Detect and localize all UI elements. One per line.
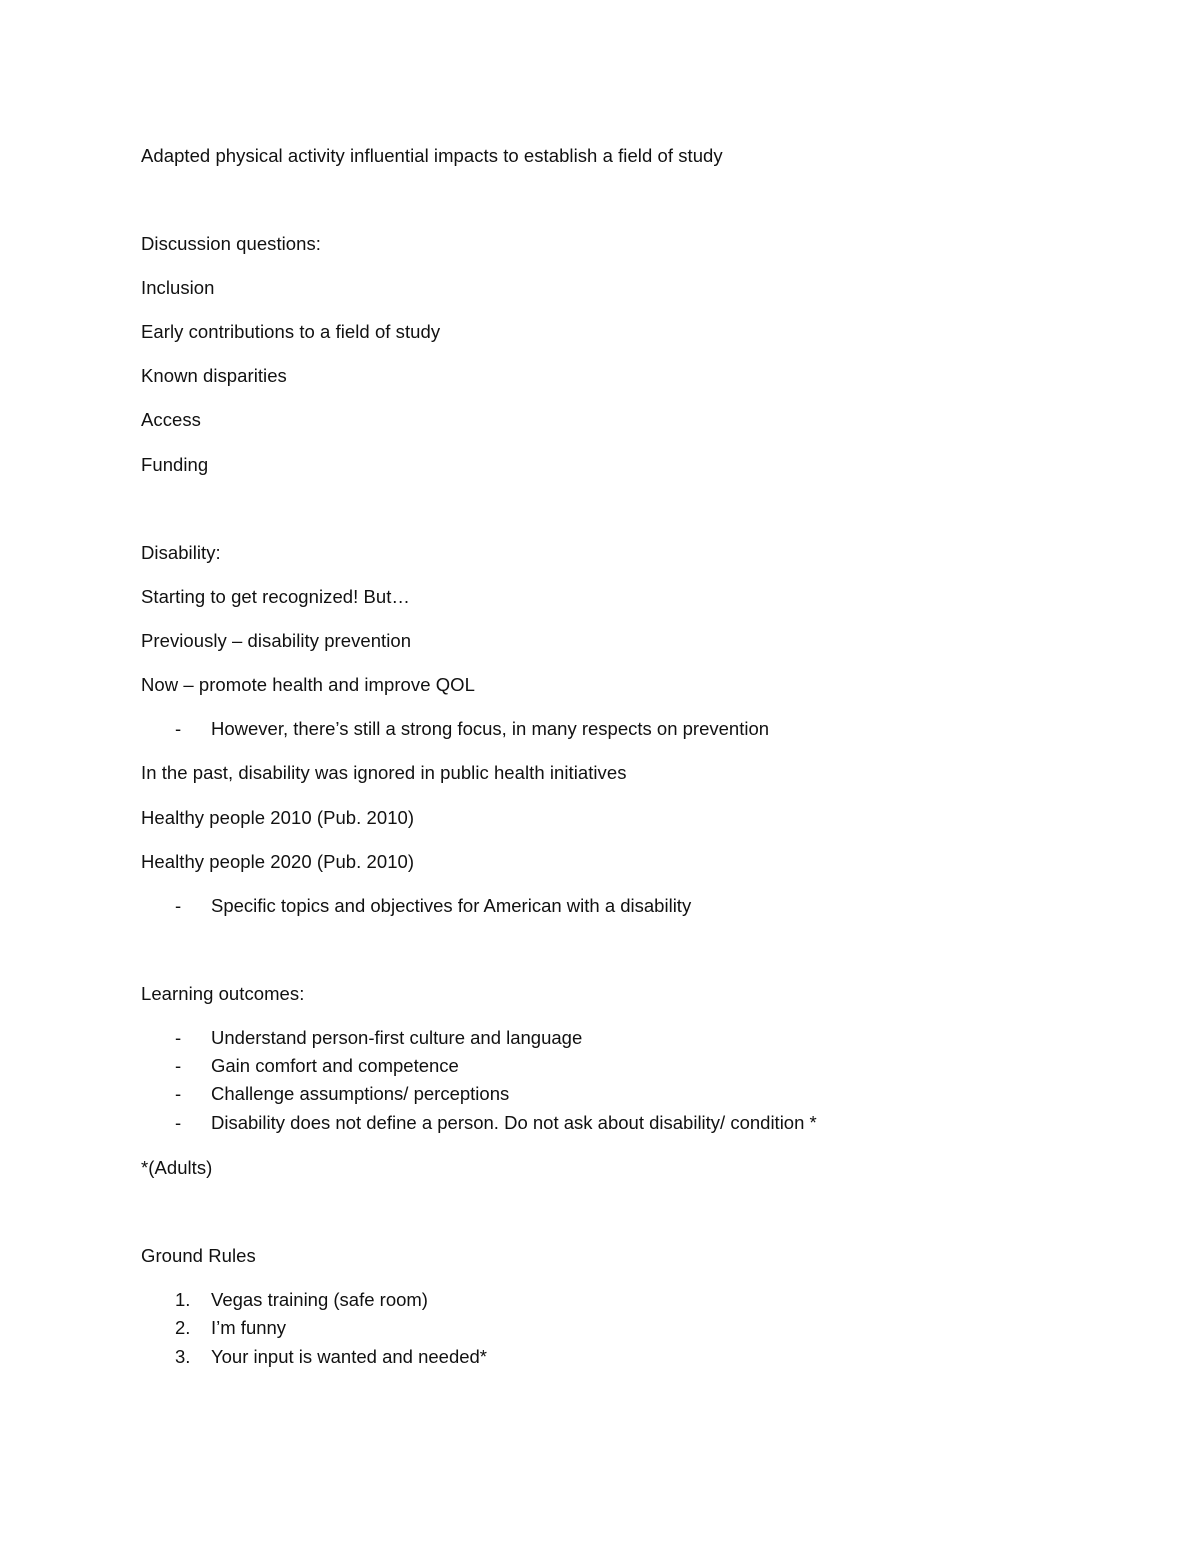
- numbered-marker: 3.: [175, 1346, 191, 1367]
- discussion-item: Known disparities: [141, 365, 287, 386]
- learning-item: Understand person-first culture and language: [211, 1027, 583, 1048]
- numbered-marker: 1.: [175, 1289, 191, 1310]
- disability-line: Previously – disability prevention: [141, 630, 412, 651]
- bullet-marker: -: [175, 895, 182, 916]
- bullet-marker: -: [175, 1112, 182, 1133]
- disability-line: Starting to get recognized! But…: [141, 586, 410, 607]
- bullet-marker: -: [175, 1055, 182, 1076]
- ground-rule-item: Vegas training (safe room): [211, 1289, 428, 1310]
- disability-line: In the past, disability was ignored in public health initiatives: [141, 762, 627, 783]
- bullet-text: However, there’s still a strong focus, in many respects on prevention: [211, 718, 770, 739]
- ground-rule-item: Your input is wanted and needed*: [211, 1346, 488, 1367]
- ground-rule-item: I’m funny: [211, 1317, 287, 1338]
- discussion-item: Early contributions to a field of study: [141, 321, 441, 342]
- learning-footnote: *(Adults): [141, 1157, 213, 1178]
- bullet-marker: -: [175, 718, 182, 739]
- disability-line: Now – promote health and improve QOL: [141, 674, 475, 695]
- learning-item: Gain comfort and competence: [211, 1055, 459, 1076]
- discussion-item: Inclusion: [141, 277, 215, 298]
- learning-heading: Learning outcomes:: [141, 983, 305, 1004]
- discussion-heading: Discussion questions:: [141, 233, 321, 254]
- disability-line: Healthy people 2020 (Pub. 2010): [141, 851, 415, 872]
- bullet-marker: -: [175, 1083, 182, 1104]
- discussion-item: Access: [141, 409, 201, 430]
- disability-heading: Disability:: [141, 542, 221, 563]
- document-title: Adapted physical activity influential impacts to establish a field of study: [141, 145, 723, 166]
- learning-item: Challenge assumptions/ perceptions: [211, 1083, 510, 1104]
- numbered-marker: 2.: [175, 1317, 191, 1338]
- disability-line: Healthy people 2010 (Pub. 2010): [141, 807, 415, 828]
- ground-rules-heading: Ground Rules: [141, 1245, 256, 1266]
- bullet-text: Specific topics and objectives for American with a disability: [211, 895, 692, 916]
- learning-item: Disability does not define a person. Do not ask about disability/ condition *: [211, 1112, 817, 1133]
- discussion-item: Funding: [141, 454, 209, 475]
- bullet-marker: -: [175, 1027, 182, 1048]
